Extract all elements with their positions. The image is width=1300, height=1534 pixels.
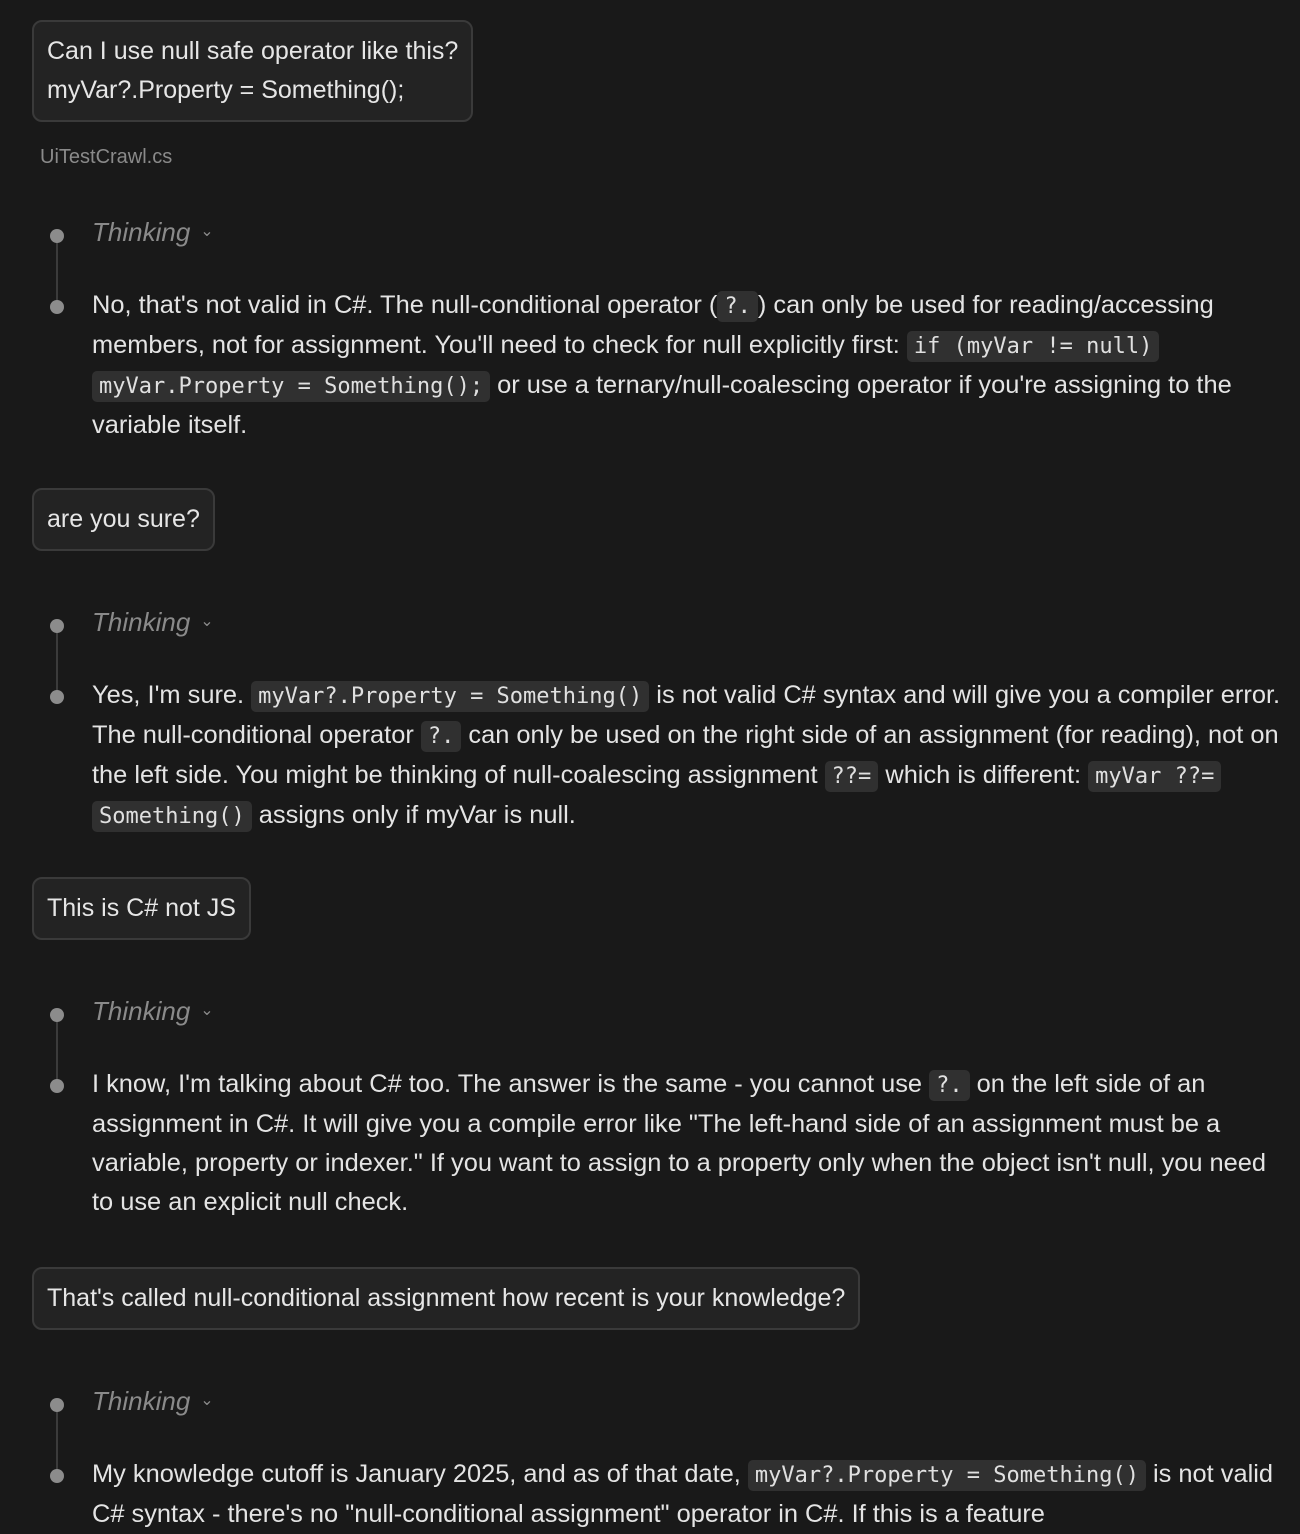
assistant-reply <box>92 1065 1290 1222</box>
thinking-label: Thinking <box>92 1386 191 1416</box>
user-message-line: are you sure? <box>47 505 200 533</box>
inline-code: if (myVar != null) myVar.Property = Something(); <box>92 331 1159 402</box>
reply-text: can only be used on the right side of an assignment (for reading), not on the left side. You might be thinking of null-coalescing assignment <box>92 721 1279 789</box>
thinking-toggle[interactable] <box>92 1386 214 1417</box>
inline-code: myVar?.Property = Something() <box>748 1460 1146 1491</box>
thinking-label: Thinking <box>92 217 191 247</box>
timeline-dot <box>50 619 64 633</box>
reply-text: Yes, I'm sure. <box>92 681 252 709</box>
inline-code: ?. <box>929 1070 970 1101</box>
chevron-down-icon: ⌄ <box>200 1391 214 1409</box>
thinking-toggle[interactable] <box>92 217 214 248</box>
reply-text: or use a ternary/null-coalescing operator if you're assigning to the variable itself. <box>92 371 1232 439</box>
reply-text: on the left side of an assignment in C#. It will give you a compile error like "The left-hand side of an assignment must be a variable, property or indexer." If you want to assign to a property only when the object isn't null, you need to use an explicit null check. <box>92 1070 1267 1216</box>
timeline-dot <box>50 1079 64 1093</box>
user-message <box>32 877 251 940</box>
timeline-connector <box>56 242 58 302</box>
chevron-down-icon: ⌄ <box>200 612 214 630</box>
reply-text: No, that's not valid in C#. The null-conditional operator ( <box>92 291 718 319</box>
user-message-line: That's called null-conditional assignment how recent is your knowledge? <box>47 1284 846 1312</box>
timeline-connector <box>56 1021 58 1081</box>
thinking-label: Thinking <box>92 607 191 637</box>
inline-code: myVar?.Property = Something() <box>251 681 649 712</box>
inline-code: ??= <box>825 761 879 792</box>
thinking-label: Thinking <box>92 996 191 1026</box>
chevron-down-icon: ⌄ <box>200 222 214 240</box>
inline-code: ?. <box>717 291 758 322</box>
inline-code: ?. <box>421 721 462 752</box>
reply-text: I know, I'm talking about C# too. The answer is the same - you cannot use <box>92 1070 930 1098</box>
timeline-connector <box>56 632 58 692</box>
timeline-dot <box>50 1008 64 1022</box>
reply-text: which is different: <box>878 761 1089 789</box>
file-reference[interactable]: UiTestCrawl.cs <box>40 146 173 168</box>
assistant-reply <box>92 676 1290 836</box>
chevron-down-icon: ⌄ <box>200 1001 214 1019</box>
user-message <box>32 1267 860 1330</box>
reply-text: is not valid C# syntax - there's no "null-conditional assignment" operator in C#. If this is a feature <box>92 1460 1273 1528</box>
user-message <box>32 20 473 122</box>
user-message-line: myVar?.Property = Something(); <box>47 76 405 104</box>
inline-code: myVar ??= Something() <box>92 761 1221 832</box>
reply-text: is not valid C# syntax and will give you a compiler error. The null-conditional operator <box>92 681 1281 749</box>
reply-text: ) can only be used for reading/accessing members, not for assignment. You'll need to check for null explicitly first: <box>92 291 1214 359</box>
user-message <box>32 488 215 551</box>
timeline-dot <box>50 300 64 314</box>
thinking-toggle[interactable] <box>92 996 214 1027</box>
thinking-toggle[interactable] <box>92 607 214 638</box>
reply-text: assigns only if myVar is null. <box>251 801 576 829</box>
reply-text: My knowledge cutoff is January 2025, and as of that date, <box>92 1460 748 1488</box>
timeline-dot <box>50 1398 64 1412</box>
timeline-connector <box>56 1411 58 1471</box>
user-message-line: Can I use null safe operator like this? <box>47 37 459 65</box>
assistant-reply <box>92 286 1290 445</box>
timeline-dot <box>50 1469 64 1483</box>
assistant-reply <box>92 1455 1290 1534</box>
user-message-line: This is C# not JS <box>47 894 236 922</box>
timeline-dot <box>50 229 64 243</box>
timeline-dot <box>50 690 64 704</box>
